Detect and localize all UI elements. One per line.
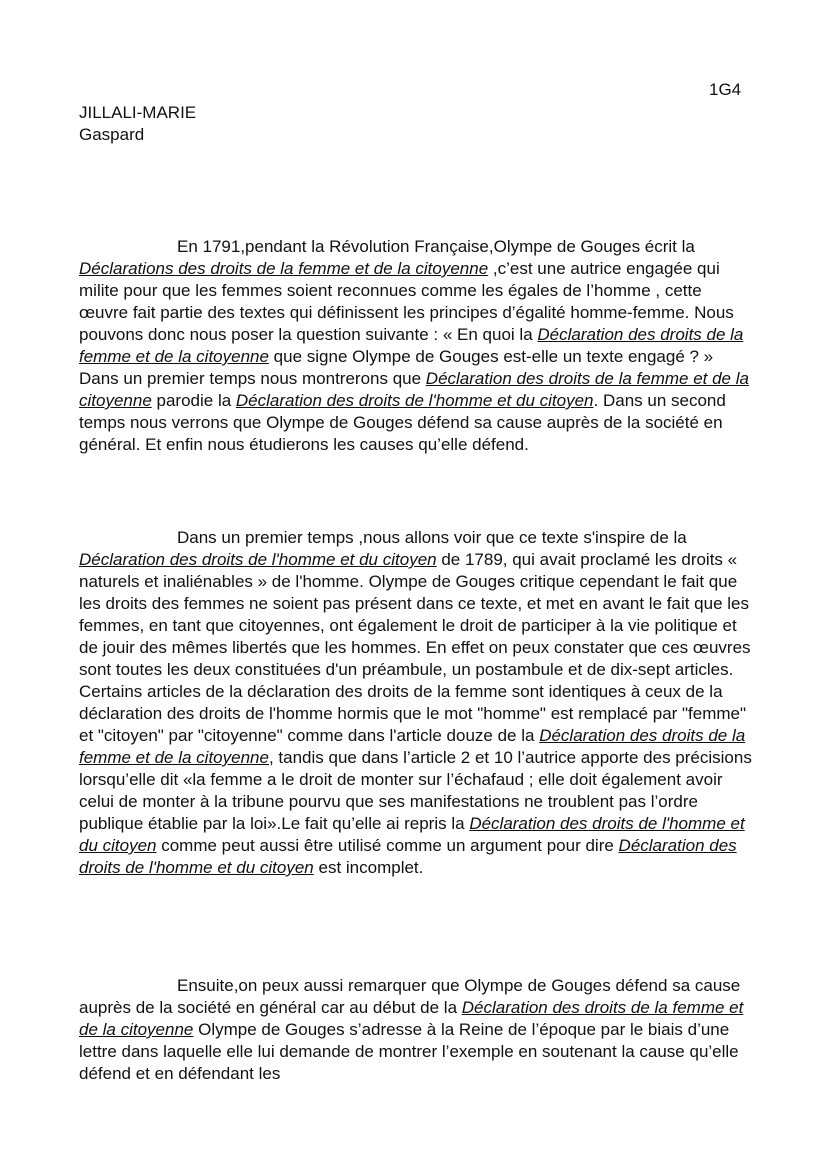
text-run: est incomplet.	[313, 858, 424, 877]
text-run: Ensuite,on peux aussi remarquer que Olympe de Gouges défend sa cause auprès de la société en général car au début de la	[79, 976, 741, 1017]
title-reference: Déclaration des droits de la femme et de la citoyenne	[79, 369, 749, 410]
title-reference: Déclaration des droits de la femme et de la citoyenne	[79, 726, 746, 767]
title-reference: Déclaration des droits de l'homme et du citoyen	[235, 391, 594, 410]
student-name	[79, 102, 196, 146]
student-first-name: Gaspard	[79, 125, 145, 144]
title-reference: Déclaration des droits de l'homme et du citoyen	[79, 814, 745, 855]
title-reference: Déclaration des droits de l'homme et du citoyen	[79, 836, 737, 877]
text-run: parodie la	[151, 391, 236, 410]
text-run: que signe Olympe de Gouges est-elle un texte engagé ? » Dans un premier temps nous montrerons que	[79, 347, 714, 388]
title-reference: Déclaration des droits de la femme et de la citoyenne	[79, 325, 744, 366]
text-run: . Dans un second temps nous verrons que Olympe de Gouges défend sa cause auprès de la société en général. Et enfin nous étudierons les causes qu’elle défend.	[79, 391, 726, 454]
paragraph-part-two	[79, 975, 755, 1085]
student-last-name: JILLALI-MARIE	[79, 103, 197, 122]
paragraph-part-one	[79, 527, 755, 879]
text-run: Olympe de Gouges s’adresse à la Reine de l’époque par le biais d’une lettre dans laquelle elle lui demande de montrer l’exemple en soutenant la cause qu’elle défend et en défendant les	[79, 1020, 739, 1083]
paragraph-introduction	[79, 236, 755, 456]
class-code: 1G4	[709, 80, 742, 99]
text-run: ,c’est une autrice engagée qui milite pour que les femmes soient reconnues comme les égales de l’homme , cette œuvre fait partie des textes qui définissent les principes d’égalité homme-femme. Nous pouvons donc nous poser la question suivante : « En quoi la	[79, 259, 734, 344]
text-run: comme peut aussi être utilisé comme un argument pour dire	[156, 836, 619, 855]
title-reference: Déclaration des droits de la femme et de la citoyenne	[79, 998, 744, 1039]
text-run: de 1789, qui avait proclamé les droits « naturels et inaliénables » de l'homme. Olympe de Gouges critique cependant le fait que les droits des femmes ne soient pas présent dans ce texte, et met en avant le fait que les femmes, en tant que citoyennes, ont également le droit de participer à la vie politique et de jouir des mêmes libertés que les hommes. En effet on peux constater que ces œuvres sont toutes les deux constituées d'un préambule, un postambule et de dix-sept articles. Certains articles de la déclaration des droits de la femme sont identiques à ceux de la déclaration des droits de l'homme hormis que le mot "homme" est remplacé par "femme" et "citoyen" par "citoyenne" comme dans l'article douze de la	[79, 550, 751, 745]
title-reference: Déclarations des droits de la femme et de la citoyenne	[79, 259, 489, 278]
text-run: En 1791,pendant la Révolution Française,Olympe de Gouges écrit la	[177, 237, 695, 256]
text-run: , tandis que dans l’article 2 et 10 l’autrice apporte des précisions lorsqu’elle dit «la femme a le droit de monter sur l’échafaud ; elle doit également avoir celui de monter à la tribune pourvu que ses manifestations ne troublent pas l’ordre publique établie par la loi».Le fait qu’elle ai repris la	[79, 748, 752, 833]
text-run: Dans un premier temps ,nous allons voir que ce texte s'inspire de la	[177, 528, 687, 547]
title-reference: Déclaration des droits de l'homme et du citoyen	[79, 550, 437, 569]
